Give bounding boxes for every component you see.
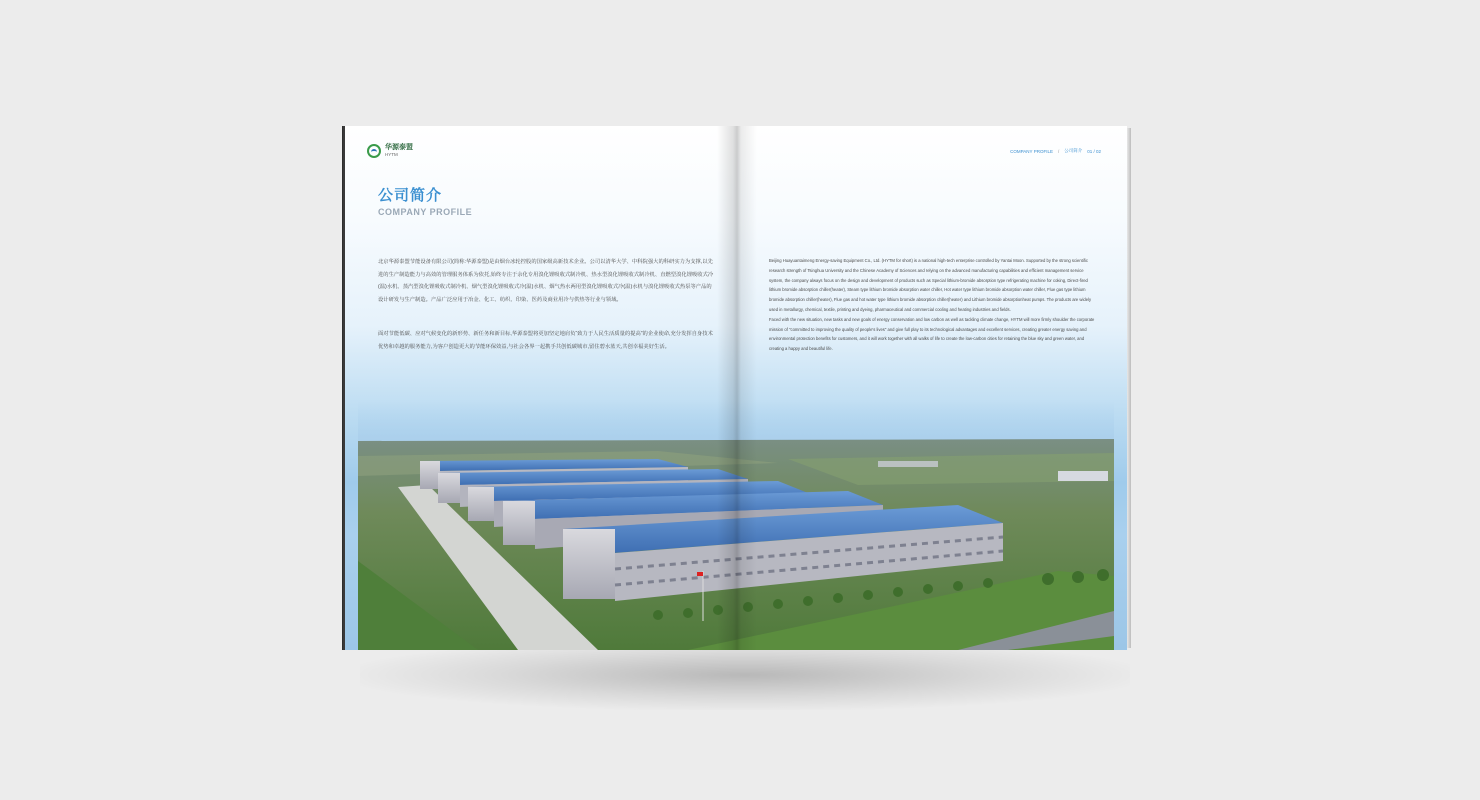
header-separator: / [1057, 148, 1060, 154]
company-logo [367, 144, 413, 158]
brochure-spread [345, 126, 1127, 650]
logo-icon [367, 144, 381, 158]
header-section-cn: 公司简介 [1064, 148, 1083, 153]
factory-aerial-photo [358, 401, 1114, 650]
page-title-cn: 公司简介 [378, 187, 443, 204]
brochure-right-edge [1127, 128, 1131, 648]
intro-paragraph-en-2: Faced with the new situation, new tasks and new goals of energy conservation and low carbon as well as tackling climate change, HYTM will more firmly shoulder the corporate mission of "committed to improving the quality of people's lives" and give full play to its technological advantages and excellent services, creating greater energy saving and environmental protection benefits for customers, and it will work together with all walks of life to create the low-carbon cities for retaining the blue sky and green water, and creating a happy and beautiful life. [769, 316, 1095, 352]
logo-name-en: HYTM [385, 152, 398, 157]
intro-paragraph-en-1: Beijing Huayuantaimeng Energy-saving Equipment Co., Ltd. (HYTM for short) is a national high-tech enterprise controlled by Yantai Moon. Supported by the strong scientific research strength of Tsinghua University and the Chinese Academy of Sciences and relying on the advanced manufacturing capabilities and efficient management service system, the company always focus on the design and development of products such as Special lithium-bromide absorption type refrigerating machine for coking, Direct-fired lithium bromide absorption chiller(heater), Steam type lithium bromide absorption water chiller, Hot water type lithium bromide absorption water chiller, Flue gas type lithium bromide absorption chiller(heater), Flue gas and hot water type lithium bromide absorption chiller(heater) and Lithium bromide absorptionheat pumps. The products are widely used in metallurgy, chemical, textile, printing and dyeing, pharmaceutical and commercial cooling and heating industries and fields. [769, 258, 1092, 312]
intro-paragraph-cn-1: 北京华源泰盟节能设备有限公司(简称:华源泰盟)是由烟台冰轮控股的国家级高新技术企业。公司以清华大学、中科院强大的科研实力为支撑,以先进的生产制造能力与高效的管理服务体系为依托,始终专注于余化专用溴化锂吸收式制冷机、热水型溴化锂吸收式制冷机、直燃型溴化锂吸收式冷(温)水机、蒸汽型溴化锂吸收式制冷机、烟气型溴化锂吸收式冷(温)水机、烟气热水两用型溴化锂吸收式冷(温)水机与溴化锂吸收式热泵等产品的设计研发与生产制造。产品广泛应用于冶金、化工、纺织、印染、医药及商业用冷与供热等行业与领域。 [378, 259, 714, 303]
page-title-en: COMPANY PROFILE [378, 207, 473, 217]
logo-name-cn: 华源泰盟 [385, 144, 413, 151]
page-numbers: 01 / 02 [1087, 148, 1101, 154]
header-section-en: COMPANY PROFILE [1010, 148, 1053, 154]
intro-paragraph-cn-2: 面对节能低碳、应对气候变化的新形势、新任务和新目标,华源泰盟将更加坚定地肩负“致力于人民生活质量的提高”的企业使命,充分发挥自身技术优势和卓越的服务能力,为客户创造更大的节能环保效益,与社会各界一起携手共创低碳城市,留住碧水蓝天,共创幸福美好生活。 [378, 331, 713, 350]
brochure-shadow [360, 640, 1130, 710]
running-header [1010, 148, 1101, 154]
intro-text-en [769, 256, 1099, 354]
